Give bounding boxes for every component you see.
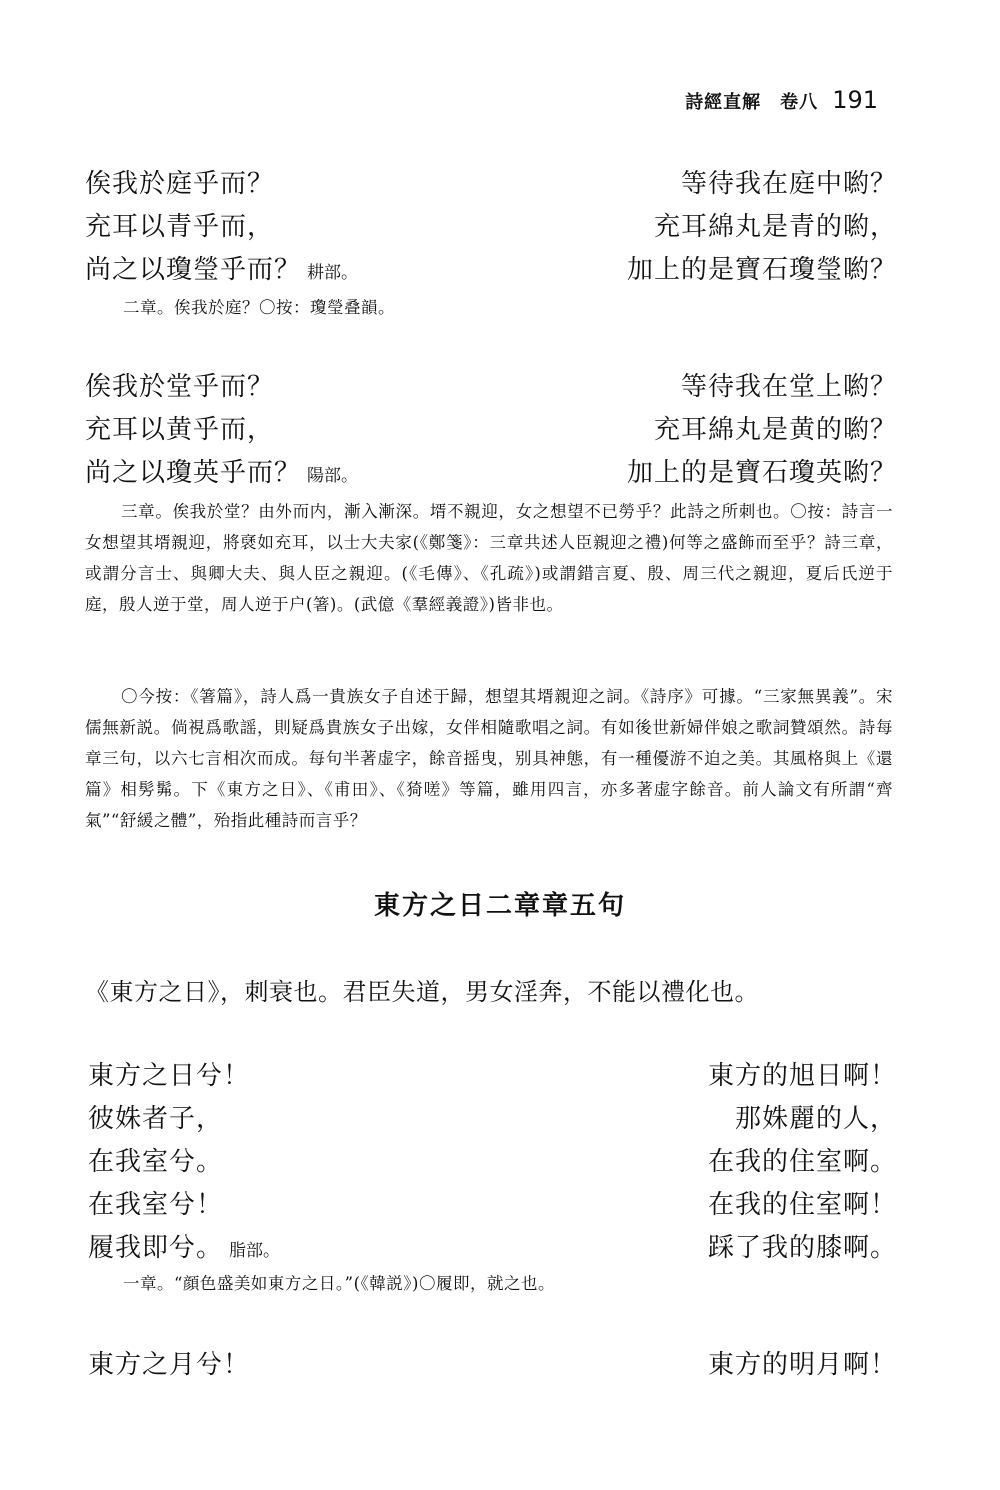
running-head-title: 詩經直解 卷八 (685, 92, 819, 113)
verse-original: 尚之以瓊瑩乎而？ 耕部。 (85, 255, 359, 285)
poem-preface: 《東方之日》，刺衰也。君臣失道，男女淫奔，不能以禮化也。 (85, 978, 759, 1006)
verse-original: 在我室兮。 (88, 1147, 224, 1177)
rhyme-group: 陽部。 (307, 466, 359, 486)
verse-line (88, 1226, 897, 1273)
verse-translation: 東方的旭日啊！ (707, 1061, 897, 1091)
verse-line (85, 365, 897, 409)
verse-original: 在我室兮！ (88, 1190, 224, 1220)
verse-line (88, 1097, 897, 1141)
verse-line (88, 1343, 897, 1387)
verse-original: 充耳以黄乎而， (85, 415, 275, 445)
rhyme-group: 耕部。 (307, 263, 359, 283)
verse-translation: 充耳綿丸是青的喲， (653, 212, 897, 242)
verse-line (85, 408, 897, 452)
verse-original: 俟我於堂乎而？ (85, 372, 275, 402)
verse-translation: 那姝麗的人， (734, 1104, 897, 1134)
verse-translation: 等待我在庭中喲？ (680, 169, 897, 199)
stanza-note: 二章。俟我於庭？〇按：瓊瑩叠韻。 (123, 298, 395, 317)
verse-original: 彼姝者子， (88, 1104, 224, 1134)
verse-line (88, 1140, 897, 1184)
verse-line (85, 248, 897, 295)
verse-original: 東方之月兮！ (88, 1350, 251, 1380)
verse-translation: 等待我在堂上喲？ (680, 372, 897, 402)
verse-translation: 在我的住室啊！ (707, 1190, 897, 1220)
verse-line (88, 1183, 897, 1227)
stanza-note: 三章。俟我於堂？由外而内，漸入漸深。壻不親迎，女之想望不已勞乎？此詩之所刺也。〇按：詩言一女想望其壻親迎，將褎如充耳，以士大夫家(《鄭箋》：三章共述人臣親迎之禮)何等之盛飾而至乎？詩三章，或謂分言士、與卿大夫、與人臣之親迎。(《毛傳》、《孔疏》)或謂錯言夏、殷、周三代之親迎，夏后氏逆于庭，殷人逆于堂，周人逆于户(箸)。(武億《羣經義證》)皆非也。 (85, 502, 893, 614)
verse-line (85, 205, 897, 249)
verse-translation: 踩了我的膝啊。 (707, 1233, 897, 1263)
verse-original: 充耳以青乎而， (85, 212, 275, 242)
verse-translation: 充耳綿丸是黄的喲？ (653, 415, 897, 445)
rhyme-group: 脂部。 (229, 1241, 281, 1261)
running-header (685, 86, 878, 114)
commentary-paragraph: 〇今按：《箸篇》，詩人爲一貴族女子自述于歸，想望其壻親迎之詞。《詩序》可據。“三家無異義”。宋儒無新説。倘視爲歌謡，則疑爲貴族女子出嫁，女伴相隨歌唱之詞。有如後世新婦伴娘之歌詞贊頌然。詩每章三句，以六七言相次而成。每句半著虚字，餘音摇曳，别具神態，有一種優游不迫之美。其風格與上《還篇》相髣髴。下《東方之日》、《甫田》、《猗嗟》等篇，雖用四言，亦多著虚字餘音。前人論文有所謂“齊氣”“舒緩之體”，殆指此種詩而言乎？ (85, 687, 893, 830)
page-number: 191 (832, 86, 878, 114)
verse-original: 俟我於庭乎而？ (85, 169, 275, 199)
verse-translation: 加上的是寶石瓊英喲？ (626, 458, 897, 488)
verse-original: 履我即兮。 脂部。 (88, 1233, 281, 1263)
verse-original: 東方之日兮！ (88, 1061, 251, 1091)
verse-translation: 東方的明月啊！ (707, 1350, 897, 1380)
stanza-note: 一章。“顔色盛美如東方之日。”(《韓説》)〇履即，就之也。 (123, 1274, 555, 1293)
verse-translation: 加上的是寶石瓊瑩喲？ (626, 255, 897, 285)
verse-line (85, 162, 897, 206)
verse-original: 尚之以瓊英乎而？ 陽部。 (85, 458, 359, 488)
verse-line (85, 451, 897, 498)
verse-translation: 在我的住室啊。 (707, 1147, 897, 1177)
verse-line (88, 1054, 897, 1098)
section-title: 東方之日二章章五句 (373, 891, 626, 921)
